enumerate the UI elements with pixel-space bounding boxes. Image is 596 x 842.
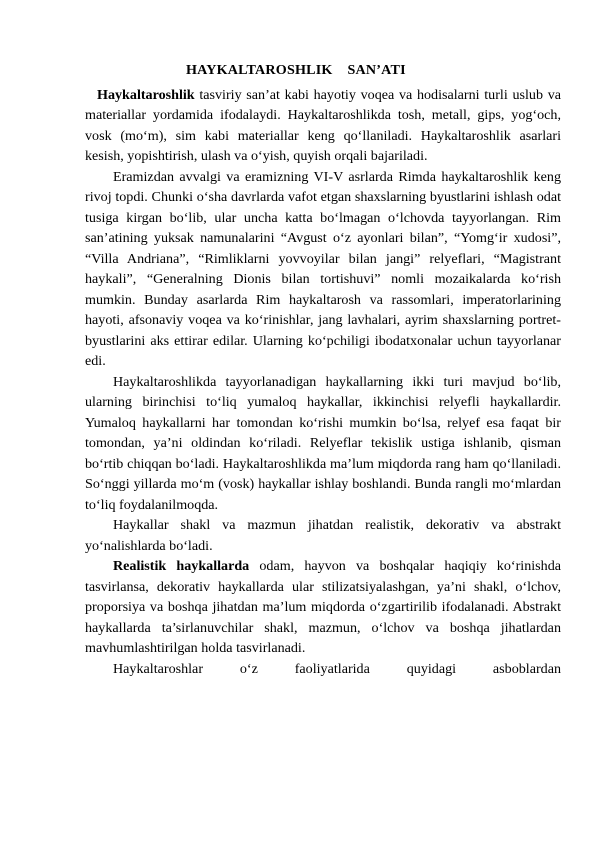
paragraph-realistic <box>85 556 561 659</box>
paragraph-realistic-text: odam, hayvon va boshqalar haqiqiy ko‘rinishda tasvirlansa, dekorativ haykallarda ular stilizatsiyalashgan, ya’ni shakl, o‘lchov, proporsiya va boshqa jihatdan ma’lum miqdorda o‘zgartirilib ifodalanadi. Abstrakt haykallarda ta’sirlanuvchilar shakl, mazmun, o‘lchov va boshqa jihatlardan mavhumlashtirilgan holda tasvirlanadi. <box>85 558 561 656</box>
document-page <box>85 60 561 679</box>
paragraph-intro-text: tasviriy san’at kabi hayotiy voqea va hodisalarni turli uslub va materiallar yordamida ifodalaydi. Haykaltaroshlikda tosh, metall, gips, yog‘och, vosk (mo‘m), sim kabi materiallar keng qo‘llaniladi. Haykaltaroshlik asarlari kesish, yopishtirish, ulash va o‘yish, quyish orqali bajariladi. <box>85 86 561 164</box>
paragraph-rome-history <box>85 167 561 372</box>
term-haykaltaroshlik: Haykaltaroshlik <box>97 86 195 103</box>
paragraph-directions <box>85 515 561 556</box>
paragraph-tools-text: Haykaltaroshlar o‘z faoliyatlarida quyidagi asboblardan <box>113 660 561 677</box>
paragraph-intro <box>85 85 561 167</box>
term-realistik-haykallarda: Realistik haykallarda <box>113 558 250 574</box>
paragraph-sculpture-types-text: Haykaltaroshlikda tayyorlanadigan haykallarning ikki turi mavjud bo‘lib, ularning birinchisi to‘liq yumaloq haykallar, ikkinchisi relyefli haykallardir. Yumaloq haykallarni har tomondan ko‘rishi mumkin bo‘lsa, relyef esa faqat bir tomondan, ya’ni oldindan ko‘riladi. Relyeflar tekislik ustiga ishlanib, qisman bo‘rtib chiqqan bo‘ladi. Haykaltaroshlikda ma’lum miqdorda rang ham qo‘llaniladi. So‘nggi yillarda mo‘m (vosk) haykallar ishlay boshlandi. Bunda rangli mo‘mlardan to‘liq foydalanilmoqda. <box>85 373 561 513</box>
paragraph-sculpture-types <box>85 372 561 516</box>
paragraph-tools <box>85 659 561 680</box>
paragraph-directions-text: Haykallar shakl va mazmun jihatdan realistik, dekorativ va abstrakt yo‘nalishlarda bo‘ladi. <box>85 517 561 554</box>
paragraph-rome-history-text: Eramizdan avvalgi va eramizning VI-V asrlarda Rimda haykaltaroshlik keng rivoj topdi. Chunki o‘sha davrlarda vafot etgan shaxslarning byustlarini ishlash odat tusiga kirgan bo‘lib, ular uncha katta bo‘lmagan o‘lchovda tayyorlangan. Rim san’atining yuksak namunalarini “Avgust o‘z ayonlari bilan”, “Yomg‘ir xudosi”, “Villa Andriana”, “Rimliklarni yovvoyilar bilan jangi” relyeflari, “Magistrant haykali”, “Generalning Dionis bilan tortishuvi” nomli mozaikalarda ko‘rish mumkin. Bunday asarlarda Rim haykaltarosh va rassomlari, imperatorlarining hayoti, afsonaviy voqea va ko‘rinishlar, jang lavhalari, ayrim shaxslarning portret-byustlarini aks ettirar edilar. Ularning ko‘pchiligi ibodatxonalar uchun tayyorlanar edi. <box>85 168 561 369</box>
document-title: HAYKALTAROSHLIK SAN’ATI <box>186 62 406 78</box>
